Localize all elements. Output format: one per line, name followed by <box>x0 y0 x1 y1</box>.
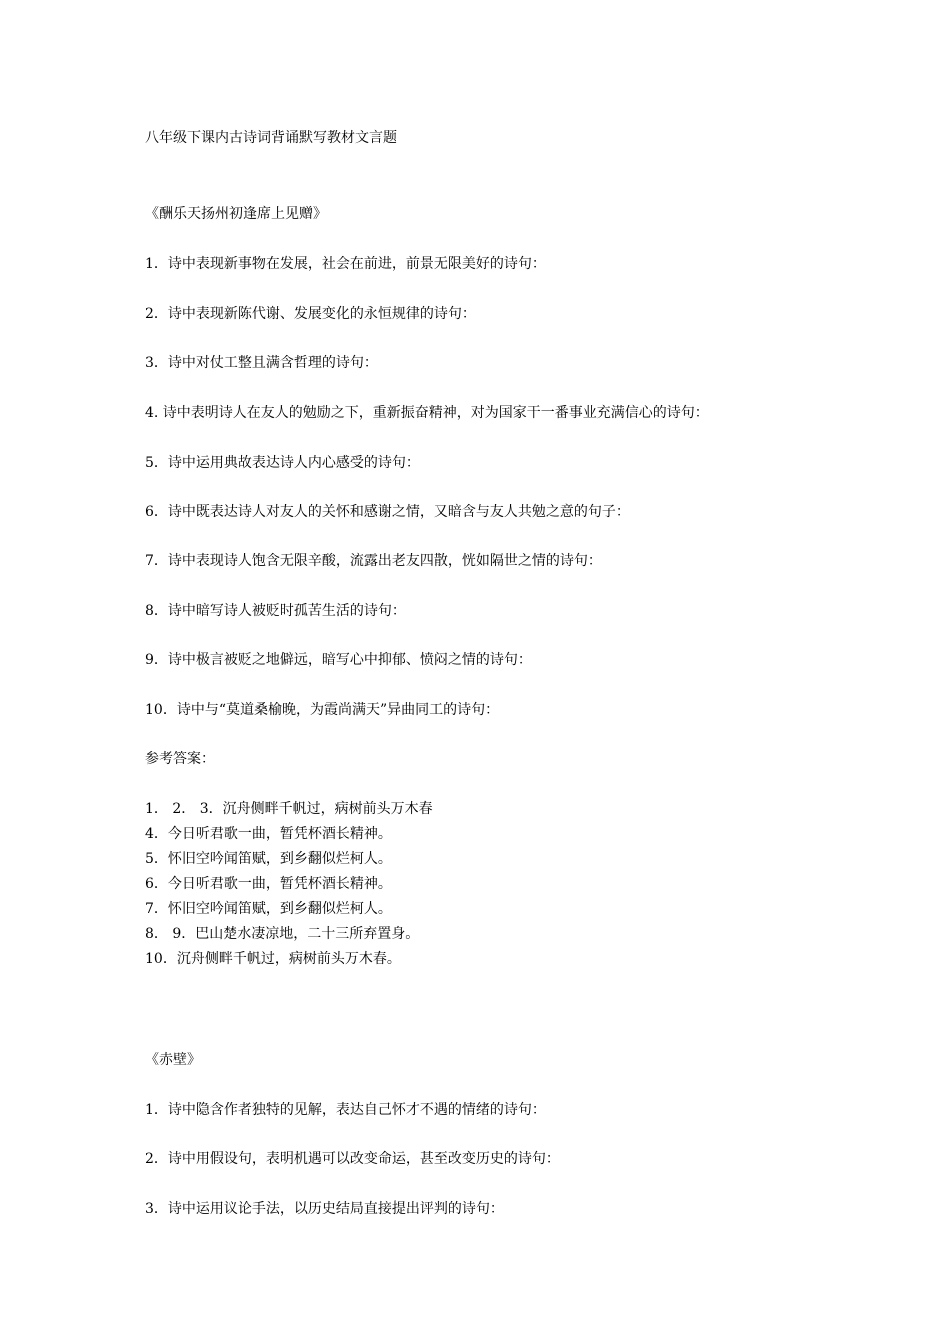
document-title: 八年级下课内古诗词背诵默写教材文言题 <box>145 130 397 146</box>
question-item: 7．诗中表现诗人饱含无限辛酸，流露出老友四散，恍如隔世之情的诗句： <box>145 553 602 569</box>
answer-item: 5．怀旧空吟闻笛赋，到乡翻似烂柯人。 <box>145 851 392 867</box>
answer-item: 8． 9．巴山楚水凄凉地，二十三所弃置身。 <box>145 926 420 942</box>
question-item: 6．诗中既表达诗人对友人的关怀和感谢之情，又暗含与友人共勉之意的句子： <box>145 504 630 520</box>
question-item: 5．诗中运用典故表达诗人内心感受的诗句： <box>145 455 420 471</box>
question-item: 1．诗中表现新事物在发展，社会在前进，前景无限美好的诗句： <box>145 256 546 272</box>
question-item: 1．诗中隐含作者独特的见解，表达自己怀才不遇的情绪的诗句： <box>145 1102 546 1118</box>
question-item: 2．诗中表现新陈代谢、发展变化的永恒规律的诗句： <box>145 306 476 322</box>
question-item: 4. 诗中表明诗人在友人的勉励之下，重新振奋精神，对为国家干一番事业充满信心的诗句： <box>145 405 709 421</box>
answer-item: 7．怀旧空吟闻笛赋，到乡翻似烂柯人。 <box>145 901 392 917</box>
question-item: 3．诗中对仗工整且满含哲理的诗句： <box>145 355 378 371</box>
question-item: 2．诗中用假设句，表明机遇可以改变命运，甚至改变历史的诗句： <box>145 1151 560 1167</box>
section-title: 《酬乐天扬州初逢席上见赠》 <box>145 206 327 222</box>
answer-item: 1． 2． 3．沉舟侧畔千帆过，病树前头万木春 <box>145 801 433 817</box>
question-item: 8．诗中暗写诗人被贬时孤苦生活的诗句： <box>145 603 406 619</box>
answer-item: 6．今日听君歌一曲，暂凭杯酒长精神。 <box>145 876 392 892</box>
answers-label: 参考答案： <box>145 751 215 767</box>
question-item: 10．诗中与“莫道桑榆晚，为霞尚满天”异曲同工的诗句： <box>145 702 500 718</box>
question-item: 3．诗中运用议论手法，以历史结局直接提出评判的诗句： <box>145 1201 504 1217</box>
answer-item: 10．沉舟侧畔千帆过，病树前头万木春。 <box>145 951 401 967</box>
section-title: 《赤壁》 <box>145 1052 201 1068</box>
question-item: 9．诗中极言被贬之地僻远，暗写心中抑郁、愤闷之情的诗句： <box>145 652 532 668</box>
answer-item: 4．今日听君歌一曲，暂凭杯酒长精神。 <box>145 826 392 842</box>
